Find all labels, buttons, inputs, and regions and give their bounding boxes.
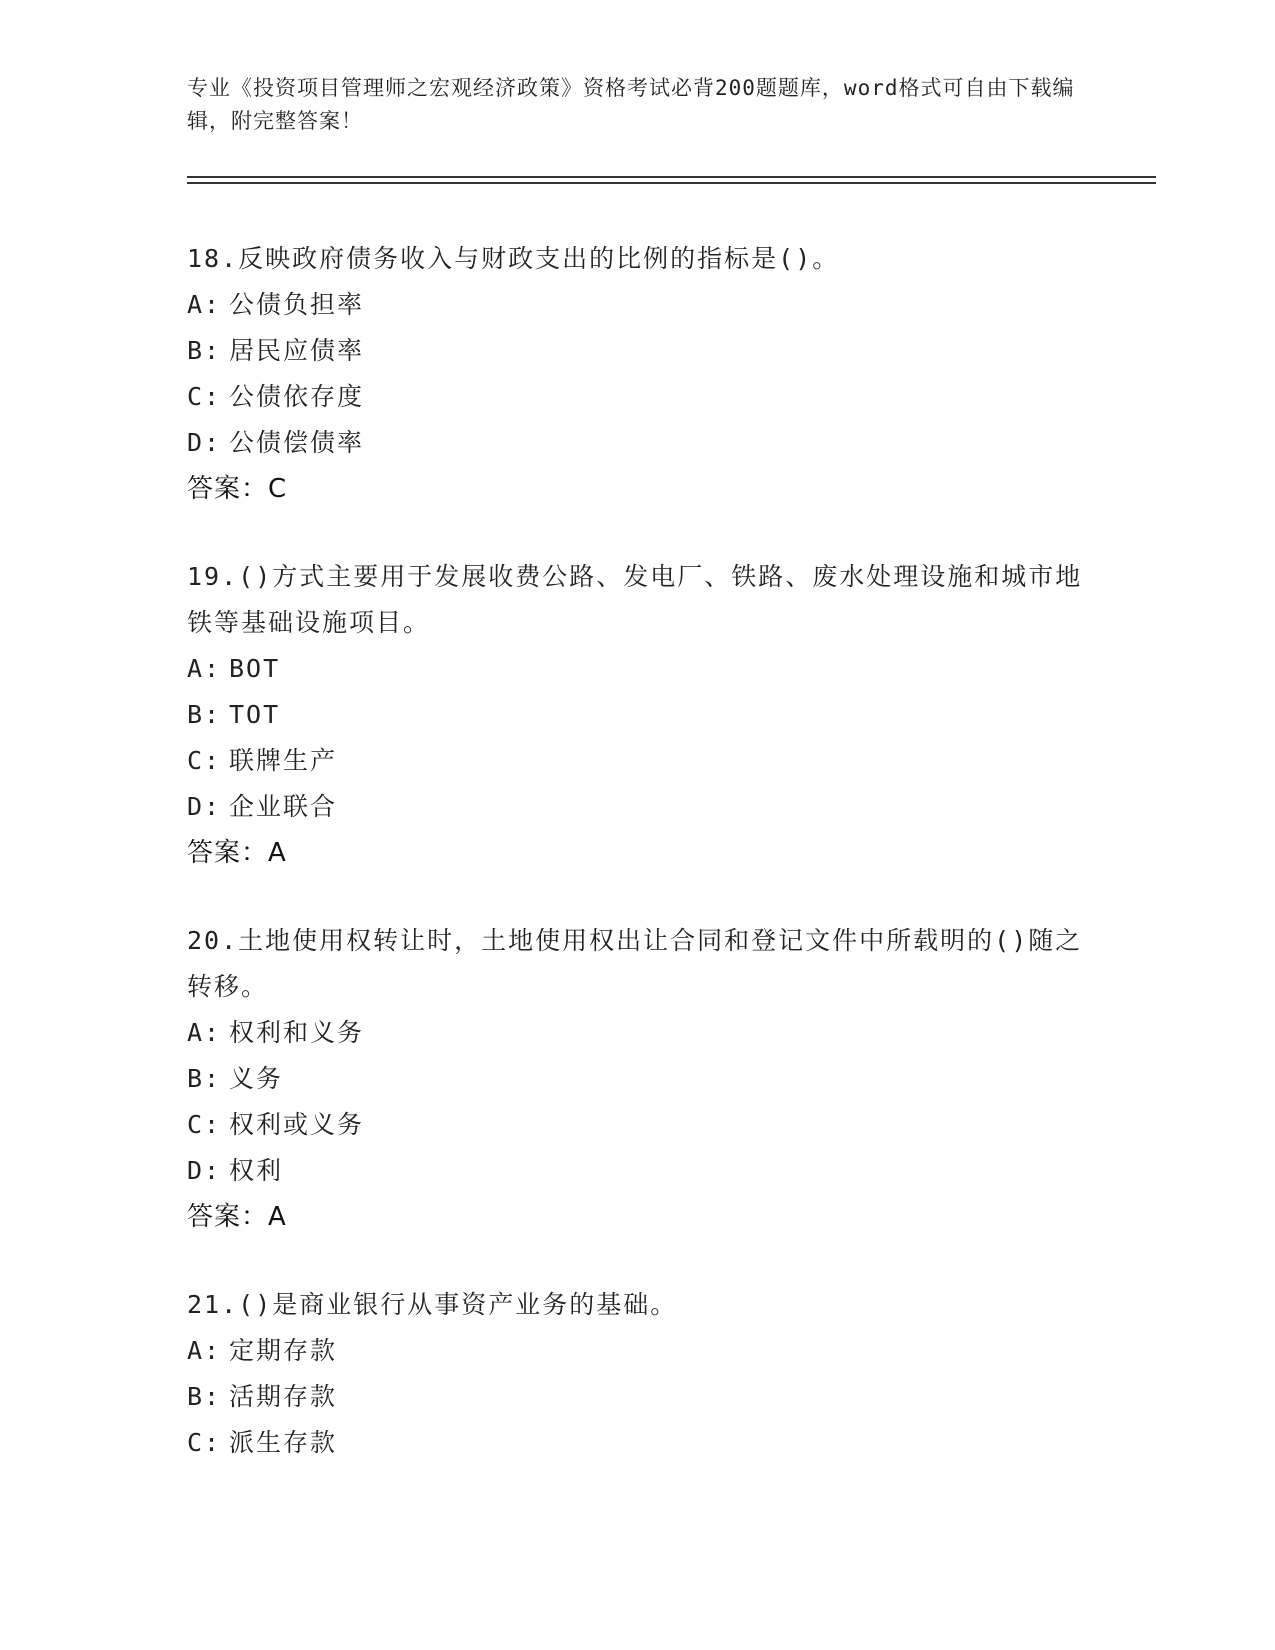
option-text: 活期存款 [229, 1382, 338, 1411]
option-key: A: [187, 654, 222, 683]
option-text: 权利或义务 [229, 1110, 365, 1139]
option-text: TOT [229, 700, 281, 729]
option-b [187, 1374, 1087, 1420]
option-key: A: [187, 1018, 222, 1047]
question-19 [187, 554, 1087, 876]
option-text: 企业联合 [229, 792, 338, 821]
option-c [187, 1102, 1087, 1148]
option-key: C: [187, 1110, 222, 1139]
answer-line: 答案：C [187, 474, 288, 504]
option-b [187, 328, 1087, 374]
question-20 [187, 918, 1087, 1240]
option-key: C: [187, 746, 222, 775]
option-key: D: [187, 792, 222, 821]
option-key: A: [187, 1336, 222, 1365]
answer-line: 答案：A [187, 1202, 287, 1232]
option-text: 义务 [229, 1064, 284, 1093]
question-18 [187, 236, 1087, 512]
option-text: 派生存款 [229, 1428, 338, 1457]
option-key: D: [187, 1156, 222, 1185]
option-text: 公债偿债率 [229, 428, 365, 457]
option-b [187, 1056, 1087, 1102]
option-key: B: [187, 1064, 222, 1093]
option-text: 联牌生产 [229, 746, 338, 775]
option-key: B: [187, 1382, 222, 1411]
option-text: 公债负担率 [229, 290, 365, 319]
option-b [187, 692, 1087, 738]
option-a [187, 646, 1087, 692]
question-stem: 20.土地使用权转让时，土地使用权出让合同和登记文件中所载明的()随之转移。 [187, 926, 1083, 1001]
question-stem: 18.反映政府债务收入与财政支出的比例的指标是()。 [187, 244, 840, 273]
option-c [187, 374, 1087, 420]
option-key: C: [187, 1428, 222, 1457]
option-text: 权利和义务 [229, 1018, 365, 1047]
question-stem: 19.()方式主要用于发展收费公路、发电厂、铁路、废水处理设施和城市地铁等基础设施项目。 [187, 562, 1083, 637]
header-rule-bottom [187, 182, 1156, 184]
answer-line: 答案：A [187, 838, 287, 868]
option-c [187, 1420, 1087, 1466]
question-21 [187, 1282, 1087, 1466]
option-key: C: [187, 382, 222, 411]
header-rule-top [187, 176, 1156, 178]
option-text: 权利 [229, 1156, 284, 1185]
option-text: 定期存款 [229, 1336, 338, 1365]
option-key: D: [187, 428, 222, 457]
option-text: 居民应债率 [229, 336, 365, 365]
option-c [187, 738, 1087, 784]
option-d [187, 784, 1087, 830]
question-list [187, 236, 1087, 1508]
question-stem: 21.()是商业银行从事资产业务的基础。 [187, 1290, 678, 1319]
option-d [187, 420, 1087, 466]
option-d [187, 1148, 1087, 1194]
option-text: BOT [229, 654, 281, 683]
option-a [187, 1328, 1087, 1374]
option-key: A: [187, 290, 222, 319]
option-key: B: [187, 336, 222, 365]
option-key: B: [187, 700, 222, 729]
option-a [187, 282, 1087, 328]
document-header: 专业《投资项目管理师之宏观经济政策》资格考试必背200题题库，word格式可自由下载编辑，附完整答案！ [187, 76, 1075, 133]
option-text: 公债依存度 [229, 382, 365, 411]
option-a [187, 1010, 1087, 1056]
